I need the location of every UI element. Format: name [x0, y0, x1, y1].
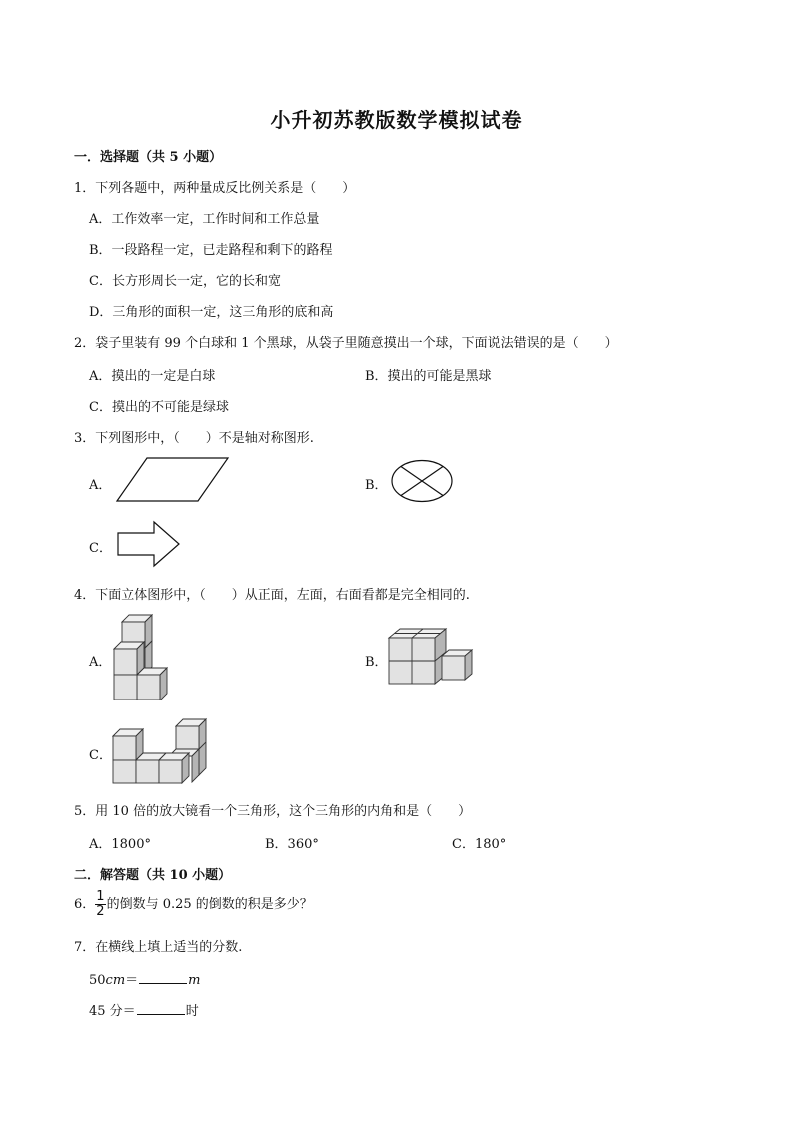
question-4-stem: 4．下面立体图形中，（ ）从正面，左面，右面看都是完全相同的.: [74, 588, 470, 603]
q6-number: 6．: [74, 897, 96, 912]
cube-stack-b-figure: [386, 626, 476, 688]
answer-blank-1[interactable]: [139, 971, 187, 984]
q7-line1-suffix: m: [188, 973, 201, 988]
q5-option-b: B．360°: [265, 837, 319, 852]
q3-option-c-label: C．: [89, 541, 112, 556]
parallelogram-figure: [115, 455, 231, 505]
q4-option-a-label: A．: [89, 655, 112, 670]
section-heading-choice: 一．选择题（共 5 小题）: [74, 150, 223, 165]
q2-option-a: A．摸出的一定是白球: [89, 369, 216, 384]
right-arrow-figure: [116, 520, 182, 568]
q1-option-d: D．三角形的面积一定，这三角形的底和高: [89, 305, 334, 320]
q3-option-b-label: B．: [365, 478, 388, 493]
q7-line2-prefix: 45 分＝: [89, 1004, 136, 1019]
ellipse-with-cross-figure: [389, 458, 455, 504]
answer-blank-2[interactable]: [137, 1002, 185, 1015]
question-5-stem: 5．用 10 倍的放大镜看一个三角形，这个三角形的内角和是（ ）: [74, 804, 472, 819]
q7-line-1: [89, 969, 201, 988]
q3-option-a-label: A．: [89, 478, 112, 493]
question-6: [74, 890, 313, 919]
page-title: 小升初苏教版数学模拟试卷: [270, 108, 523, 132]
q6-text: 的倒数与 0.25 的倒数的积是多少？: [106, 897, 313, 912]
q7-line-2: [89, 1000, 199, 1019]
q7-line1-equals: ＝: [125, 973, 139, 988]
section-heading-answer: 二．解答题（共 10 小题）: [74, 868, 232, 883]
cube-stack-c-figure: [112, 716, 210, 784]
q7-line2-suffix: 时: [185, 1004, 199, 1019]
cube-stack-a-figure: [110, 612, 172, 700]
q4-option-b-label: B．: [365, 655, 388, 670]
question-2-stem: 2．袋子里装有 99 个白球和 1 个黑球，从袋子里随意摸出一个球，下面说法错误的是（ ）: [74, 336, 618, 351]
q2-option-b: B．摸出的可能是黑球: [365, 369, 492, 384]
q7-line1-unit: cm: [105, 973, 126, 988]
q2-option-c: C．摸出的不可能是绿球: [89, 400, 229, 415]
q5-option-c: C．180°: [452, 837, 507, 852]
q1-option-c: C．长方形周长一定，它的长和宽: [89, 274, 281, 289]
q1-option-a: A．工作效率一定，工作时间和工作总量: [89, 212, 320, 227]
question-1-stem: 1．下列各题中，两种量成反比例关系是（ ）: [74, 181, 356, 196]
question-3-stem: 3．下列图形中，（ ）不是轴对称图形.: [74, 431, 314, 446]
q4-option-c-label: C．: [89, 748, 112, 763]
question-7-stem: 7．在横线上填上适当的分数.: [74, 940, 243, 955]
fraction-one-half: [95, 890, 105, 919]
fraction-denominator: 2: [96, 904, 105, 919]
q1-option-b: B．一段路程一定，已走路程和剩下的路程: [89, 243, 333, 258]
fraction-numerator: 1: [96, 889, 105, 904]
q5-option-a: A．1800°: [89, 837, 151, 852]
q7-line1-number: 50: [89, 973, 106, 988]
